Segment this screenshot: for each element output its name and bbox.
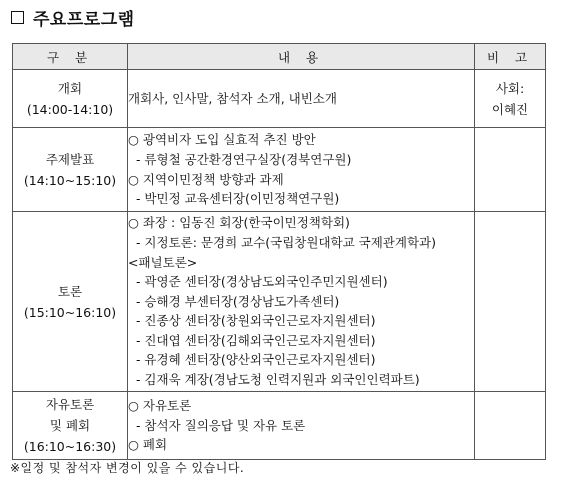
- content-cell: [128, 128, 475, 212]
- session-time: (15:10~16:10): [23, 304, 117, 320]
- table-row: [13, 212, 546, 392]
- table-header-row: [13, 44, 546, 70]
- program-table: [12, 43, 546, 460]
- content-line: - 지정토론: 문경희 교수(국립창원대학교 국제관계학과): [128, 234, 436, 250]
- section-title: [11, 4, 135, 30]
- session-name: 자유토론: [45, 397, 95, 412]
- content-line: <패널토론>: [128, 254, 198, 270]
- section-title-text: 주요프로그램: [33, 9, 135, 30]
- content-line: - 류형철 공간환경연구실장(경북연구원): [128, 151, 352, 167]
- content-line: ○ 광역비자 도입 실효적 추진 방안: [128, 132, 316, 148]
- content-cell: [128, 392, 475, 460]
- footnote: ※일정 및 참석자 변경이 있을 수 있습니다.: [10, 461, 245, 475]
- header-category: 구 분: [13, 44, 128, 70]
- note-line: 사회:: [495, 80, 525, 96]
- table-row: [13, 70, 546, 128]
- note-cell: [475, 128, 546, 212]
- session-name: 주제발표: [45, 151, 95, 167]
- header-remarks: 비 고: [475, 44, 546, 70]
- content-cell: [128, 70, 475, 128]
- content-line: - 진대엽 센터장(김해외국인근로자지원센터): [128, 332, 376, 348]
- content-line: ○ 지역이민정책 방향과 과제: [128, 171, 284, 187]
- note-cell: [475, 392, 546, 460]
- content-line: - 박민정 교육센터장(이민정책연구원): [128, 191, 340, 207]
- note-cell: [475, 70, 546, 128]
- session-cell: [13, 128, 128, 212]
- content-line: - 유경혜 센터장(양산외국인근로자지원센터): [128, 352, 376, 368]
- header-content: 내 용: [128, 44, 475, 70]
- checkbox-square-icon: [11, 11, 24, 24]
- session-name: 및 폐회: [49, 418, 91, 433]
- session-time: (14:00-14:10): [26, 101, 114, 117]
- session-time: (14:10~15:10): [23, 172, 117, 188]
- session-cell: [13, 392, 128, 460]
- content-line: ○ 자유토론: [128, 398, 192, 414]
- session-time: (16:10~16:30): [23, 439, 117, 454]
- content-line: ○ 좌장 : 임동진 회장(한국이민정책학회): [128, 215, 350, 231]
- session-name: 개회: [57, 80, 83, 96]
- table-row: [13, 128, 546, 212]
- content-line: - 곽영준 센터장(경상남도외국인주민지원센터): [128, 274, 388, 290]
- note-cell: [475, 212, 546, 392]
- content-line: ○ 폐회: [128, 437, 168, 453]
- content-line: - 참석자 질의응답 및 자유 토론: [128, 417, 306, 433]
- content-line: - 김재욱 계장(경남도청 인력지원과 외국인인력파트): [128, 372, 420, 388]
- session-name: 토론: [57, 283, 83, 299]
- table-row: [13, 392, 546, 460]
- note-line: 이혜진: [491, 101, 529, 117]
- content-cell: [128, 212, 475, 392]
- content-line: - 진종상 센터장(창원외국인근로자지원센터): [128, 313, 376, 329]
- session-cell: [13, 212, 128, 392]
- content-line: 개회사, 인사말, 참석자 소개, 내빈소개: [128, 90, 337, 106]
- session-cell: [13, 70, 128, 128]
- content-line: - 승해경 부센터장(경상남도가족센터): [128, 293, 340, 309]
